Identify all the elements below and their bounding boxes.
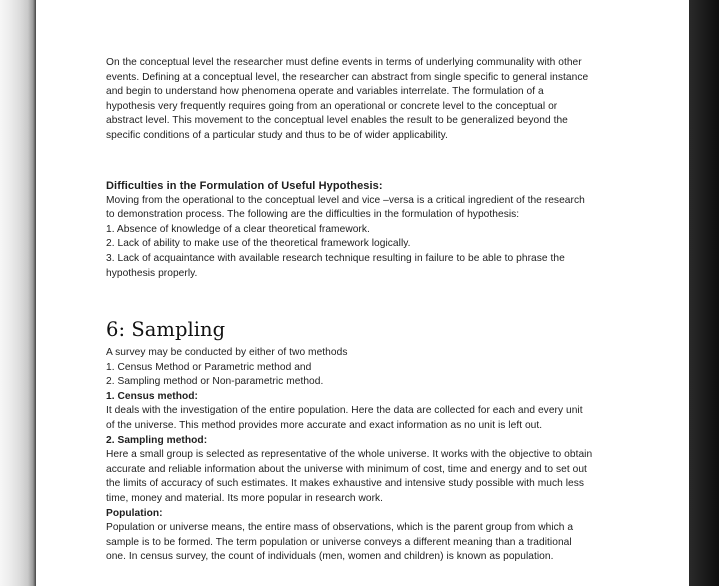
difficulty-item: 3. Lack of acquaintance with available research technique resulting in failure to be able to phrase the [106, 252, 565, 264]
difficulties-heading: Difficulties in the Formulation of Useful Hypothesis: [106, 180, 383, 192]
census-method-heading: 1. Census method: [106, 390, 198, 402]
population-line: one. In census survey, the count of individuals (men, women and children) is known as population. [106, 551, 554, 563]
conceptual-level-paragraph [106, 56, 636, 144]
paragraph-line: events. Defining at a conceptual level, the researcher can abstract from single specific to general instance [106, 71, 589, 83]
right-dark-margin [689, 0, 719, 586]
difficulties-section [106, 179, 636, 281]
sampling-method-item: 1. Census Method or Parametric method and [106, 361, 312, 373]
sampling-title: 6: Sampling [106, 318, 226, 341]
sampling-method-line: the limits of accuracy of such estimates. It makes exhaustive and intensive study possible with much less [106, 478, 585, 490]
difficulty-item: 2. Lack of ability to make use of the theoretical framework logically. [106, 238, 411, 250]
population-heading: Population: [106, 507, 163, 519]
difficulties-intro-line: Moving from the operational to the conceptual level and vice –versa is a critical ingredient of the research [106, 194, 585, 206]
census-line: It deals with the investigation of the entire population. Here the data are collected for each and every unit [106, 405, 583, 417]
sampling-intro: A survey may be conducted by either of two methods [106, 347, 348, 358]
census-line: of the universe. This method provides more accurate and exact information as no unit is left out. [106, 419, 543, 431]
sampling-method-item: 2. Sampling method or Non-parametric method. [106, 376, 324, 388]
population-line: sample is to be formed. The term population or universe conveys a different meaning than a traditional [106, 536, 572, 548]
sampling-method-line: Here a small group is selected as representative of the whole universe. It works with the objective to obtain [106, 449, 593, 461]
difficulty-item: 1. Absence of knowledge of a clear theoretical framework. [106, 223, 370, 235]
difficulties-intro-line: to demonstration process. The following are the difficulties in the formulation of hypothesis: [106, 209, 520, 221]
paragraph-line: specific conditions of a particular study and thus to be of wider applicability. [106, 129, 448, 141]
population-line: Population or universe means, the entire mass of observations, which is the parent group from which a [106, 522, 574, 534]
sampling-section [106, 315, 636, 565]
document-page [36, 0, 689, 586]
sampling-method-line: time, money and material. Its more popular in research work. [106, 492, 384, 504]
left-page-edge-shadow [0, 0, 36, 586]
sampling-method-heading: 2. Sampling method: [106, 434, 208, 446]
paragraph-line: hypothesis very frequently requires going from an operational or concrete level to the conceptual or [106, 100, 558, 112]
paragraph-line: On the conceptual level the researcher must define events in terms of underlying communality with other [106, 57, 582, 68]
sampling-method-line: accurate and reliable information about the universe with minimum of cost, time and energy and to set out [106, 463, 587, 475]
difficulty-item-continuation: hypothesis properly. [106, 267, 198, 279]
paragraph-line: and begin to understand how phenomena operate and variables interrelate. The formulation of a [106, 86, 544, 98]
paragraph-line: abstract level. This movement to the conceptual level enables the result to be generalized beyond the [106, 115, 568, 127]
